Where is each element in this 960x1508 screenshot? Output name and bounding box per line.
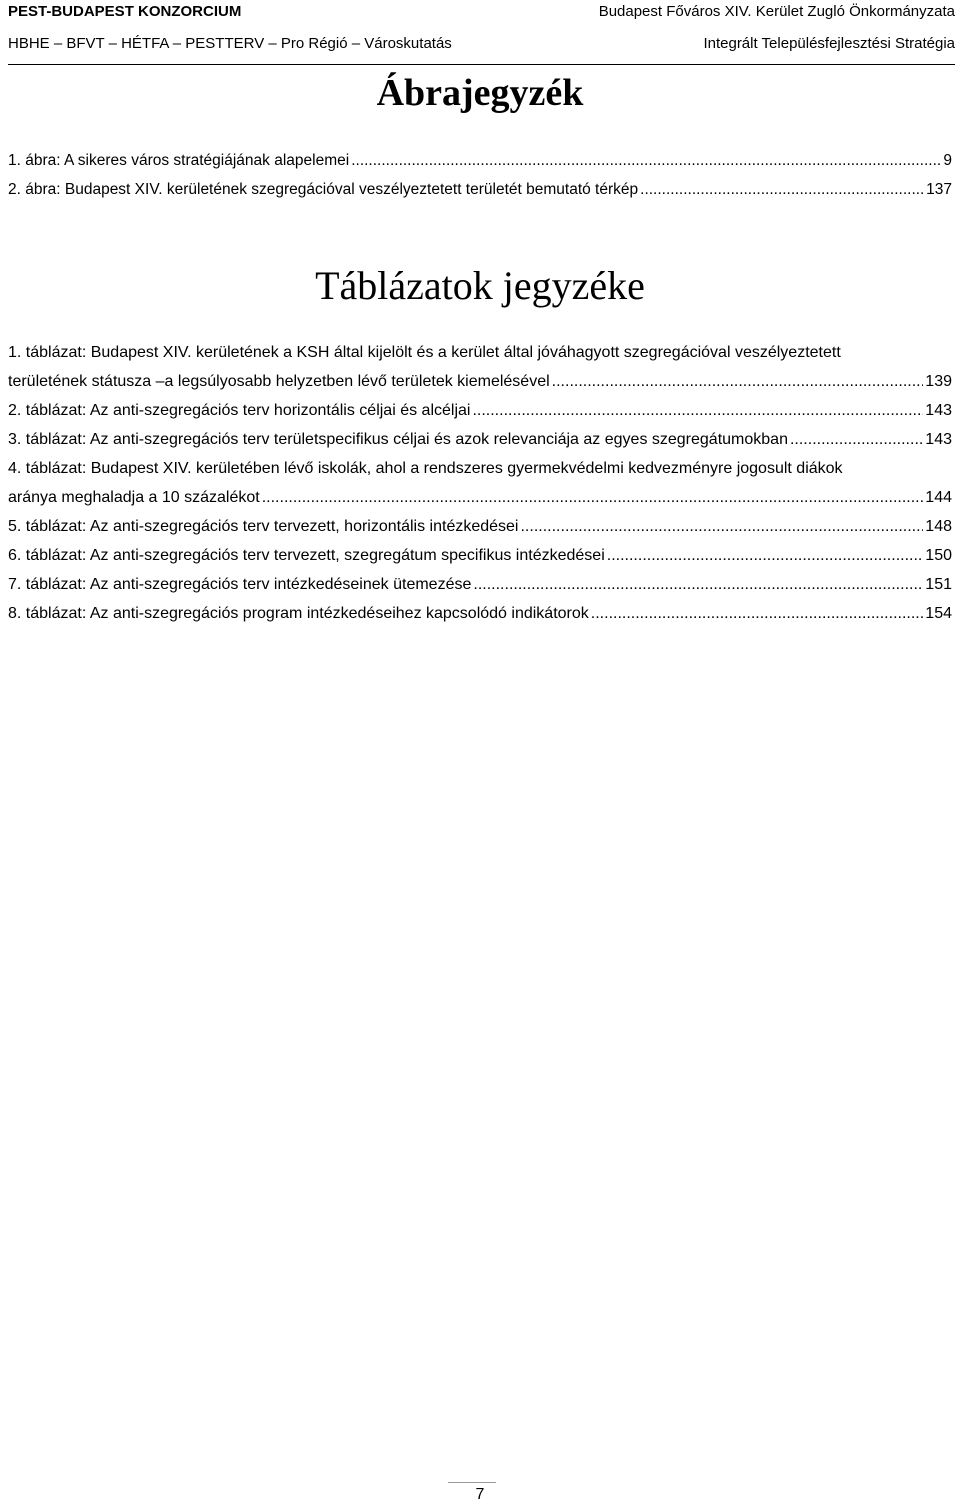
table-entry-6[interactable]	[8, 541, 952, 570]
municipality-name: Budapest Főváros XIV. Kerület Zugló Önkormányzata	[598, 3, 955, 20]
document-title: Integrált Településfejlesztési Stratégia	[703, 35, 955, 52]
table-entry-2[interactable]	[8, 396, 952, 425]
leader-dots	[472, 396, 923, 425]
table-entry-text: 3. táblázat: Az anti-szegregációs terv területspecifikus céljai és azok relevanciája az egyes szegregátumokban	[8, 431, 788, 448]
leader-dots	[351, 146, 941, 175]
leader-dots	[790, 425, 923, 454]
page-number: 7	[475, 1486, 485, 1503]
table-entry-1[interactable]	[8, 338, 952, 396]
table-entry-7[interactable]	[8, 570, 952, 599]
header-bottom-row	[8, 34, 955, 54]
leader-dots	[520, 512, 923, 541]
partner-list: HBHE – BFVT – HÉTFA – PESTTERV – Pro Régió – Városkutatás	[8, 35, 452, 52]
table-entry-page: 150	[925, 547, 952, 564]
table-entry-text: 2. táblázat: Az anti-szegregációs terv horizontális céljai és alcéljai	[8, 402, 471, 419]
table-entry-text: területének státusza –a legsúlyosabb helyzetben lévő területek kiemelésével	[8, 373, 550, 390]
table-entry-5[interactable]	[8, 512, 952, 541]
figure-entry-page: 137	[926, 181, 952, 198]
table-entry-first-line: 4. táblázat: Budapest XIV. kerületében lévő iskolák, ahol a rendszeres gyermekvédelmi kedvezményre jogosult diákok	[8, 460, 843, 477]
tables-list	[8, 338, 952, 628]
leader-dots	[473, 570, 923, 599]
leader-dots	[640, 175, 924, 204]
figure-entry-1[interactable]	[8, 146, 952, 175]
table-entry-first-line: 1. táblázat: Budapest XIV. kerületének a KSH által kijelölt és a kerület által jóváhagyott szegregációval veszélyeztetett	[8, 344, 841, 361]
table-entry-text: 7. táblázat: Az anti-szegregációs terv intézkedéseinek ütemezése	[8, 576, 472, 593]
page-header	[8, 0, 955, 65]
table-entry-8[interactable]	[8, 599, 952, 628]
table-entry-text: 6. táblázat: Az anti-szegregációs terv tervezett, szegregátum specifikus intézkedései	[8, 547, 605, 564]
table-entry-text: 5. táblázat: Az anti-szegregációs terv tervezett, horizontális intézkedései	[8, 518, 519, 535]
consortium-name: PEST-BUDAPEST KONZORCIUM	[8, 3, 242, 20]
table-entry-page: 144	[925, 489, 952, 506]
table-entry-page: 143	[925, 431, 952, 448]
header-top-row	[8, 2, 955, 22]
table-entry-page: 151	[925, 576, 952, 593]
figures-heading: Ábrajegyzék	[376, 72, 584, 114]
figures-list	[8, 146, 952, 204]
leader-dots	[262, 483, 924, 512]
table-entry-page: 148	[925, 518, 952, 535]
leader-dots	[607, 541, 924, 570]
leader-dots	[552, 367, 924, 396]
figure-entry-text: 1. ábra: A sikeres város stratégiájának alapelemei	[8, 152, 350, 169]
table-entry-page: 143	[925, 402, 952, 419]
figure-entry-page: 9	[943, 152, 952, 169]
table-entry-text: 8. táblázat: Az anti-szegregációs program intézkedéseihez kapcsolódó indikátorok	[8, 605, 589, 622]
table-entry-4[interactable]	[8, 454, 952, 512]
table-entry-page: 154	[925, 605, 952, 622]
footer-rule	[448, 1482, 496, 1483]
figure-entry-text: 2. ábra: Budapest XIV. kerületének szegregációval veszélyeztetett területét bemutató térkép	[8, 181, 639, 198]
table-entry-text: aránya meghaladja a 10 százalékot	[8, 489, 260, 506]
leader-dots	[591, 599, 924, 628]
table-entry-3[interactable]	[8, 425, 952, 454]
figure-entry-2[interactable]	[8, 175, 952, 204]
table-entry-page: 139	[925, 373, 952, 390]
tables-heading: Táblázatok jegyzéke	[315, 263, 645, 308]
